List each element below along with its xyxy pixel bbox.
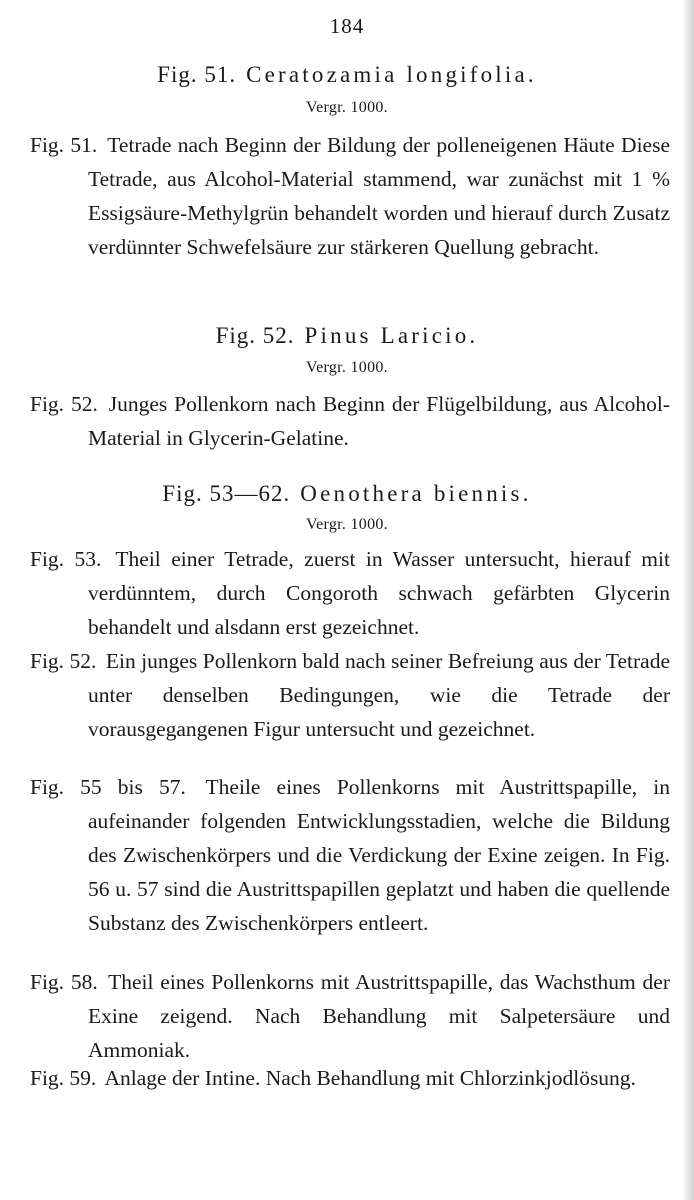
- figure-caption-entry: [30, 770, 670, 940]
- section-heading-oenothera: [0, 481, 694, 507]
- caption-figure-label: Fig. 52.: [30, 392, 98, 416]
- caption-text: Tetrade nach Beginn der Bildung der polleneigenen Häute Diese Tetrade, aus Alcohol-Material stammend, war zunächst mit 1 % Essigsäure-Methylgrün behandelt worden und hierauf durch Zusatz verdünnter Schwefelsäure zur stärkeren Quellung gebracht.: [88, 133, 670, 259]
- figure-caption-entry: [30, 1061, 670, 1095]
- heading-species-name: Ceratozamia longifolia.: [246, 62, 537, 87]
- figure-caption-entry: [30, 965, 670, 1067]
- heading-figure-number: Fig. 53—62.: [162, 481, 291, 506]
- caption-figure-label: Fig. 52.: [30, 649, 97, 673]
- caption-figure-label: Fig. 55 bis 57.: [30, 775, 186, 799]
- heading-figure-number: Fig. 52.: [215, 323, 295, 348]
- heading-species-name: Oenothera biennis.: [300, 481, 532, 506]
- magnification-note: Vergr. 1000.: [306, 516, 388, 533]
- caption-text: Theil eines Pollenkorns mit Austrittspapille, das Wachsthum der Exine zeigend. Nach Behandlung mit Salpetersäure und Ammoniak.: [88, 970, 670, 1062]
- caption-text: Theile eines Pollenkorns mit Austrittspapille, in aufeinander folgenden Entwicklungsstadien, welche die Bildung des Zwischenkörpers und die Verdickung der Exine zeigen. In Fig. 56 u. 57 sind die Austrittspapillen geplatzt und haben die quellende Substanz des Zwischenkörpers entleert.: [88, 775, 670, 935]
- magnification-note: Vergr. 1000.: [306, 359, 388, 376]
- figure-caption-entry: [30, 128, 670, 264]
- heading-species-name: Pinus Laricio.: [304, 323, 479, 348]
- caption-figure-label: Fig. 59.: [30, 1066, 97, 1090]
- figure-caption-entry: [30, 644, 670, 746]
- section-heading-pinus: [0, 323, 694, 349]
- magnification-note: Vergr. 1000.: [306, 99, 388, 116]
- heading-figure-number: Fig. 51.: [157, 62, 237, 87]
- page-edge-shadow: [682, 0, 694, 1200]
- page-number: 184: [329, 14, 365, 38]
- figure-caption-entry: [30, 387, 670, 455]
- caption-figure-label: Fig. 58.: [30, 970, 98, 994]
- caption-text: Ein junges Pollenkorn bald nach seiner Befreiung aus der Tetrade unter denselben Bedingungen, wie die Tetrade der vorausgegangenen Figur untersucht und gezeichnet.: [88, 649, 671, 741]
- caption-text: Theil einer Tetrade, zuerst in Wasser untersucht, hierauf mit verdünntem, durch Congoroth schwach gefärbten Glycerin behandelt und alsdann erst gezeichnet.: [88, 547, 670, 639]
- caption-figure-label: Fig. 51.: [30, 133, 98, 157]
- section-heading-ceratozamia: [0, 62, 694, 88]
- figure-caption-entry: [30, 542, 670, 644]
- caption-text: Junges Pollenkorn nach Beginn der Flügelbildung, aus Alcohol-Material in Glycerin-Gelatine.: [88, 392, 671, 450]
- caption-text: Anlage der Intine. Nach Behandlung mit Chlorzinkjodlösung.: [104, 1066, 636, 1090]
- caption-figure-label: Fig. 53.: [30, 547, 102, 571]
